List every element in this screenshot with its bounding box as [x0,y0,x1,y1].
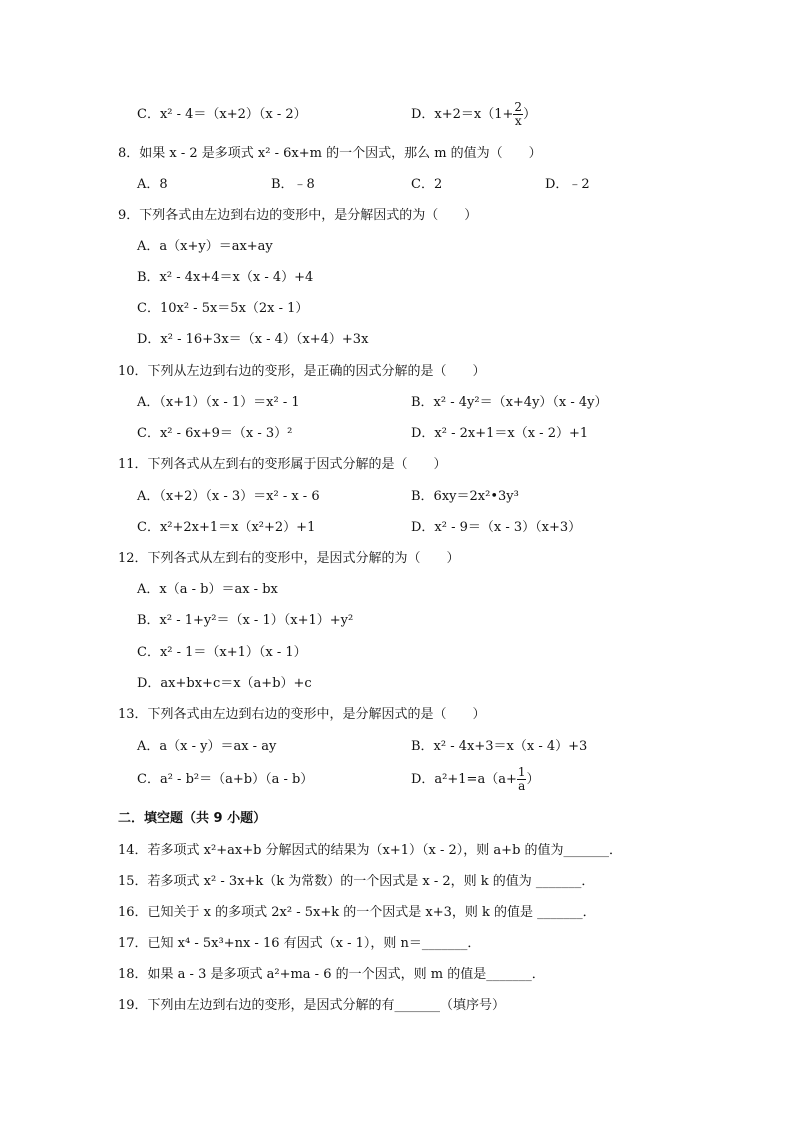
q9-option-a: A．a（x+y）＝ax+ay [137,239,273,254]
q8-stem: 8．如果 x - 2 是多项式 x² - 6x+m 的一个因式，那么 m 的值为（ ） [118,146,542,161]
q7-option-d-suffix: ） [523,107,537,122]
q11-stem: 11．下列各式从左到右的变形属于因式分解的是（ ） [118,457,447,472]
q11-option-c: C．x²+2x+1＝x（x²+2）+1 [137,520,316,535]
q12-option-b: B．x² - 1+y²＝（x - 1）（x+1）+y² [137,613,354,628]
q7-option-d-fraction [513,101,523,128]
q9-stem: 9．下列各式由左边到右边的变形中，是分解因式的为（ ） [118,208,478,223]
q7-fraction-numerator: 2 [514,100,523,114]
q19-text: 19．下列由左边到右边的变形，是因式分解的有_______（填序号） [118,998,506,1013]
q9-option-c: C．10x² - 5x＝5x（2x - 1） [137,301,309,316]
q14-text: 14．若多项式 x²+ax+b 分解因式的结果为（x+1）（x - 2），则 a+b 的值为_______． [118,843,623,858]
q13-option-b: B．x² - 4x+3＝x（x - 4）+3 [411,739,588,754]
q12-option-a: A．x（a - b）＝ax - bx [137,582,278,597]
q12-stem: 12．下列各式从左到右的变形中，是因式分解的为（ ） [118,551,460,566]
q17-text: 17．已知 x⁴ - 5x³+nx - 16 有因式（x - 1），则 n＝_______． [118,936,481,951]
q15-text: 15．若多项式 x² - 3x+k（k 为常数）的一个因式是 x - 2，则 k 的值为 _______． [118,874,595,889]
q10-stem: 10．下列从左边到右边的变形，是正确的因式分解的是（ ） [118,364,486,379]
q8-option-b: B．﹣8 [271,177,315,192]
q9-option-d: D．x² - 16+3x＝（x - 4）（x+4）+3x [137,332,369,347]
q13-stem: 13．下列各式由左边到右边的变形中，是分解因式的是（ ） [118,707,486,722]
q13-option-d-prefix: D．a²+1=a（a+ [411,772,517,787]
q16-text: 16．已知关于 x 的多项式 2x² - 5x+k 的一个因式是 x+3，则 k 的值是 _______． [118,905,596,920]
q12-option-c: C．x² - 1＝（x+1）（x - 1） [137,645,307,660]
q11-option-a: A．（x+2）（x - 3）＝x² - x - 6 [137,489,320,504]
q10-option-d: D．x² - 2x+1＝x（x - 2）+1 [411,426,589,441]
q7-option-d-prefix: D．x+2＝x（1+ [411,107,514,122]
section-heading-fill-in: 二．填空题（共 9 小题） [118,811,267,826]
q7-option-d [411,100,536,130]
q13-option-d [411,765,540,795]
q8-option-d: D．﹣2 [545,177,590,192]
q11-option-d: D．x² - 9＝（x - 3）（x+3） [411,520,582,535]
q11-option-b: B．6xy＝2x²•3y³ [411,489,519,504]
q8-option-a: A．8 [137,177,168,192]
q7-fraction-denominator: x [514,114,522,128]
q13-option-c: C．a² - b²＝（a+b）（a - b） [137,772,314,787]
q13-fraction-denominator: a [518,779,526,793]
q8-option-c: C．2 [411,177,443,192]
q10-option-c: C．x² - 6x+9＝（x - 3）² [137,426,293,441]
q18-text: 18．如果 a - 3 是多项式 a²+ma - 6 的一个因式，则 m 的值是_______． [118,967,545,982]
q10-option-a: A．（x+1）（x - 1）＝x² - 1 [137,395,300,410]
q9-option-b: B．x² - 4x+4＝x（x - 4）+4 [137,270,314,285]
q10-option-b: B．x² - 4y²＝（x+4y）（x - 4y） [411,395,608,410]
q13-fraction-numerator: 1 [517,765,526,779]
q7-option-c: C．x² - 4＝（x+2）（x - 2） [137,107,307,122]
q13-option-a: A．a（x - y）＝ax - ay [137,739,277,754]
q13-option-d-suffix: ） [526,772,540,787]
q12-option-d: D．ax+bx+c＝x（a+b）+c [137,676,312,691]
